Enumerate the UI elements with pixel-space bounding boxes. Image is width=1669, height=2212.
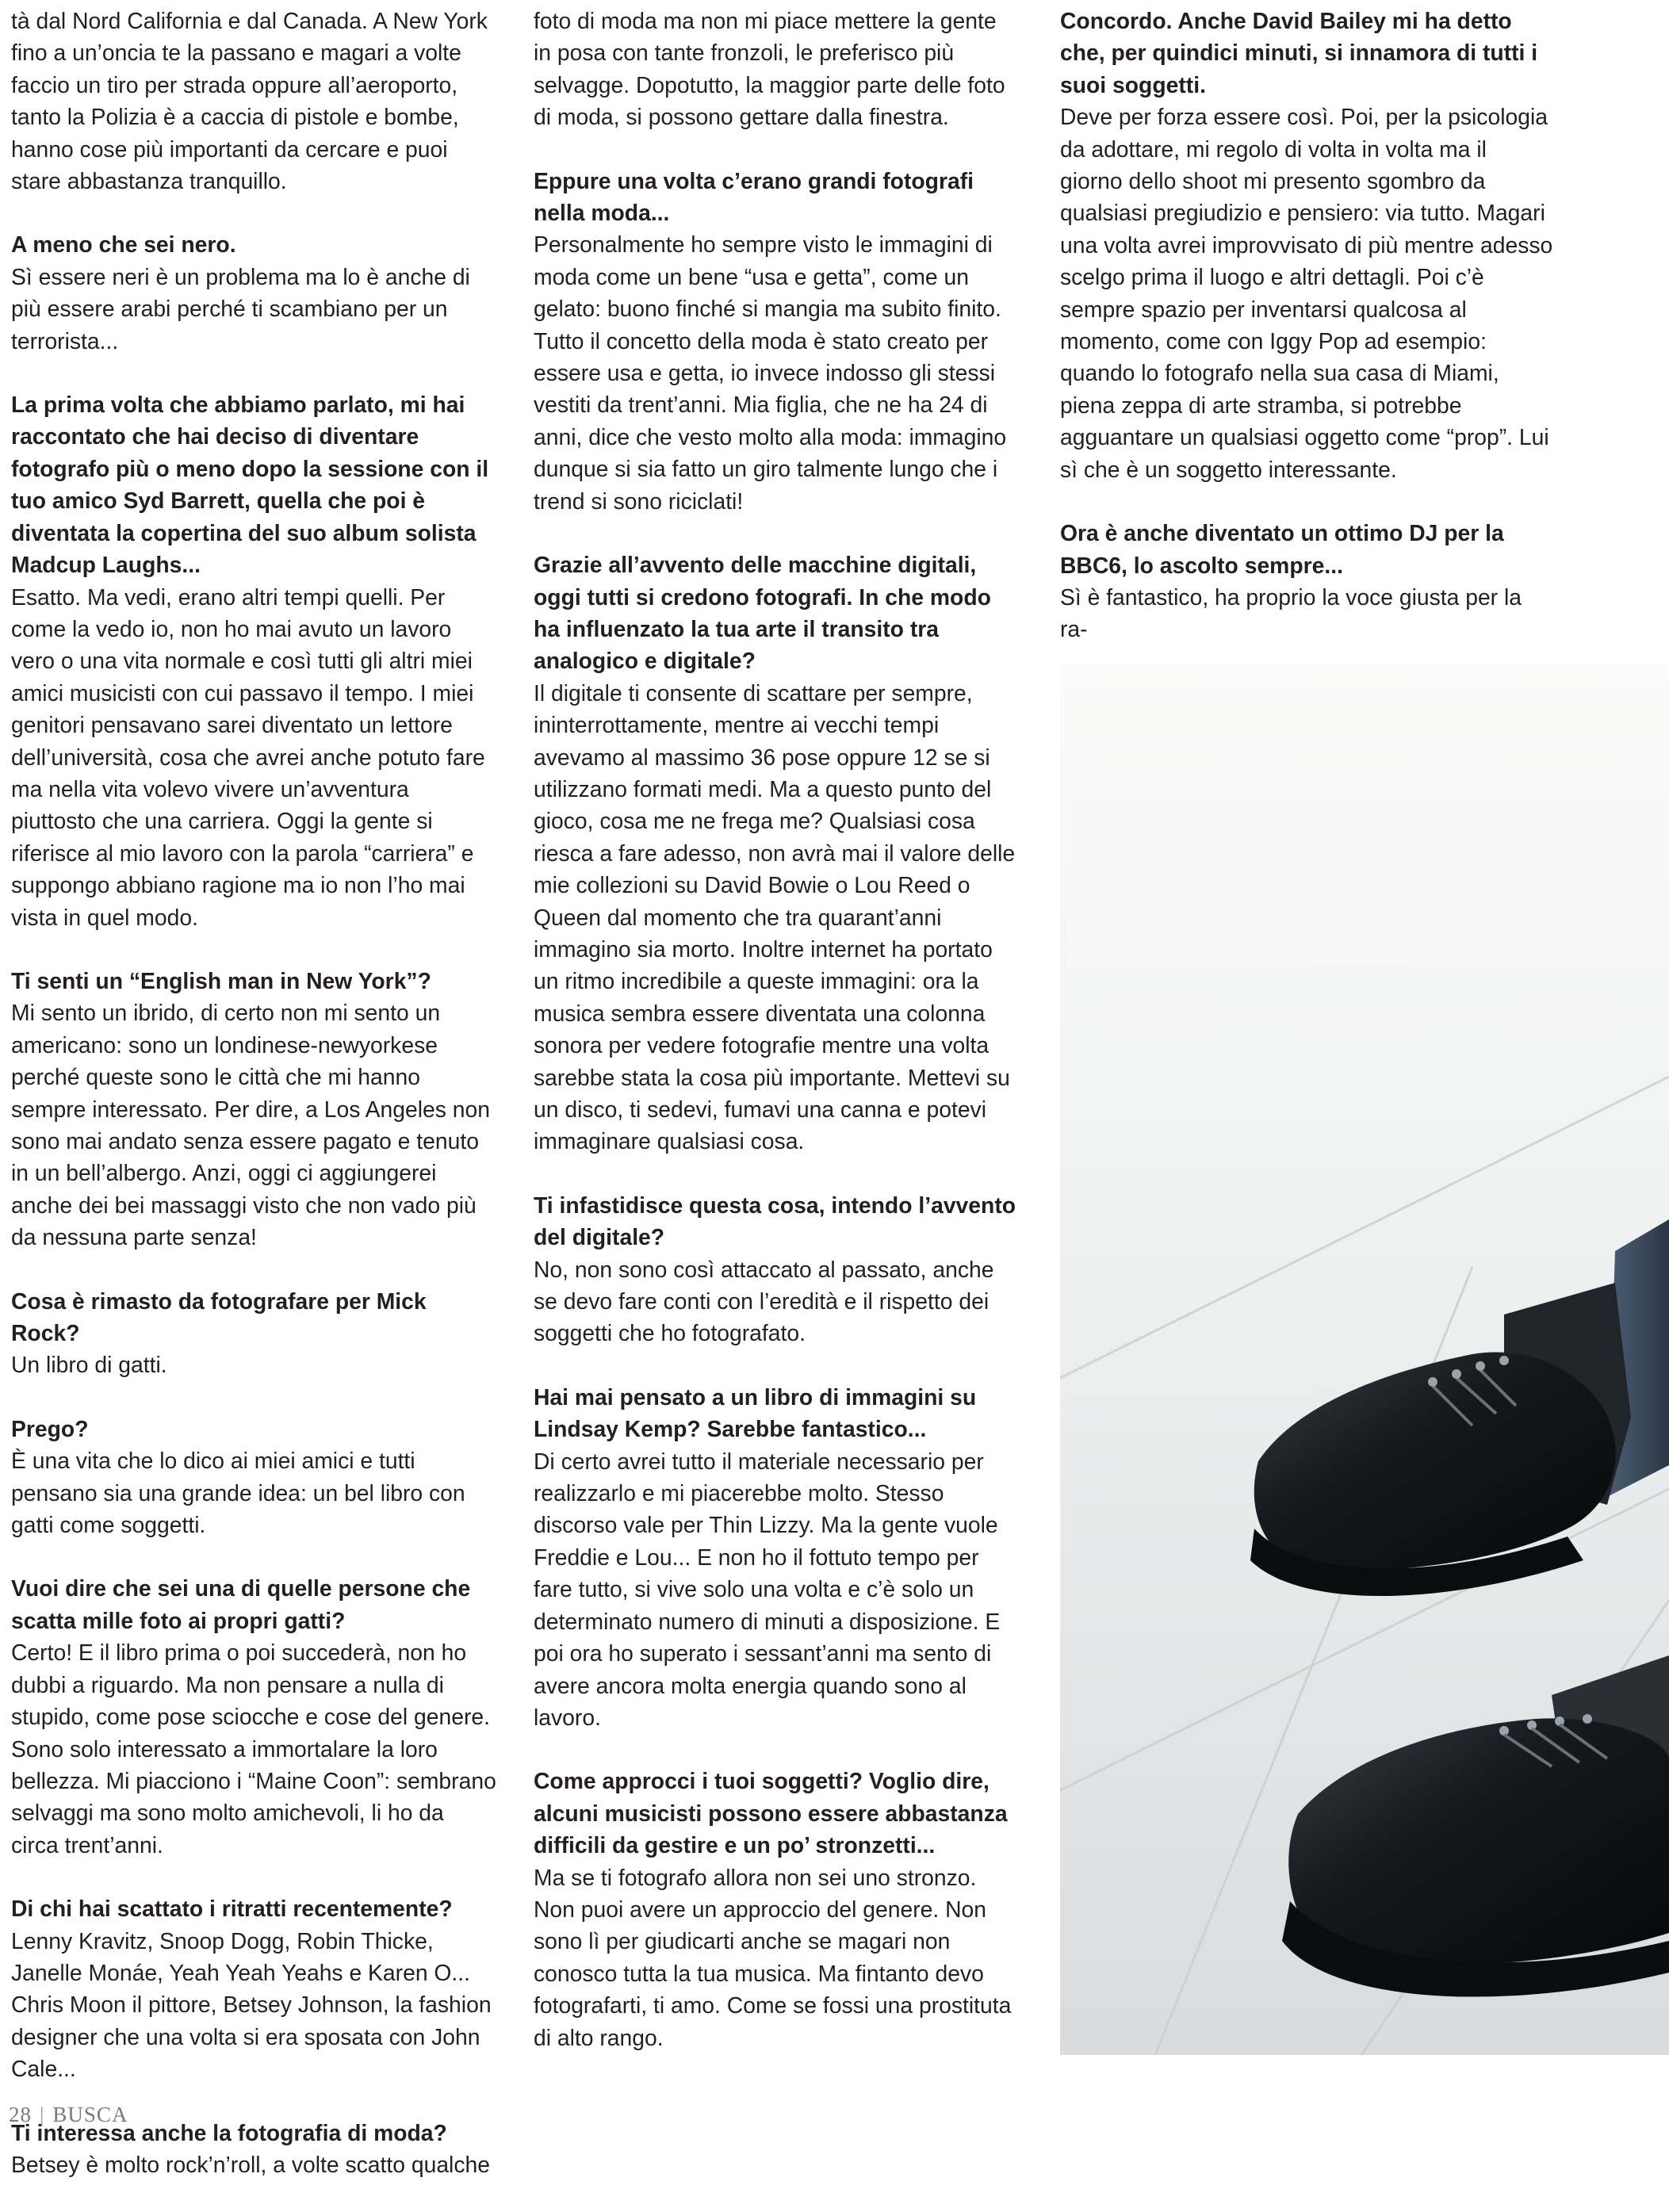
qa-block xyxy=(534,165,1019,517)
footer-separator: | xyxy=(40,2103,45,2126)
qa-block xyxy=(11,1285,496,1381)
qa-block xyxy=(1060,517,1553,645)
question-text: Grazie all’avvento delle macchine digitali, oggi tutti si credono fotografi. In che modo ha influenzato la tua arte il transito tra analogico e digitale? xyxy=(534,552,991,674)
text-column-1 xyxy=(11,5,496,2212)
qa-block xyxy=(11,388,496,933)
answer-text: foto di moda ma non mi piace mettere la gente in posa con tante fronzoli, le preferisco più selvagge. Dopotutto, la maggior parte delle foto di moda, si possono gettare dalla finestra. xyxy=(534,8,1005,130)
answer-text: Sì essere neri è un problema ma lo è anche di più essere arabi perché ti scambiano per un terrorista... xyxy=(11,263,470,354)
answer-text: No, non sono così attaccato al passato, anche se devo fare conti con l’eredità e il rispetto dei soggetti che ho fotografato. xyxy=(534,1256,994,1346)
answer-text: Il digitale ti consente di scattare per sempre, ininterrottamente, mentre ai vecchi tempi avevamo al massimo 36 pose oppure 12 se si utilizzano formati medi. Ma a questo punto del gioco, cosa me ne frega me? Qualsiasi cosa riesca a fare adesso, non avrà mai il valore delle mie collezioni su David Bowie o Lou Reed o Queen dal momento che tra quarant’anni immagino sia morto. Inoltre internet ha portato un ritmo incredibile a queste immagini: ora la musica sembra essere diventata una colonna sonora per vedere fotografie mentre una volta sarebbe stata la cosa più importante. Mettevi su un disco, ti sedevi, fumavi una canna e potevi immaginare qualsiasi cosa. xyxy=(534,679,1016,1154)
qa-block xyxy=(534,549,1019,1158)
question-text: Eppure una volta c’erano grandi fotografi nella moda... xyxy=(534,167,974,226)
qa-block xyxy=(11,965,496,1253)
qa-block xyxy=(11,1572,496,1861)
question-text: Cosa è rimasto da fotografare per Mick Rock? xyxy=(11,1288,427,1346)
answer-text: tà dal Nord California e dal Canada. A New York fino a un’oncia te la passano e magari a volte faccio un tiro per strada oppure all’aeroporto, tanto la Polizia è a caccia di pistole e bombe, hanno cose più importanti da cercare e puoi stare abbastanza tranquillo. xyxy=(11,8,488,194)
qa-block xyxy=(534,1765,1019,2053)
text-column-3 xyxy=(1060,5,1553,677)
question-text: Ti infastidisce questa cosa, intendo l’avvento del digitale? xyxy=(534,1192,1016,1250)
paragraph xyxy=(534,5,1019,133)
answer-text: Esatto. Ma vedi, erano altri tempi quelli. Per come la vedo io, non ho mai avuto un lavoro vero o una vita normale e così tutti gli altri miei amici musicisti con cui passavo il tempo. I miei genitori pensavano sarei diventato un lettore dell’università, cosa che avrei anche potuto fare ma nella vita volevo vivere un’avventura piuttosto che una carriera. Oggi la gente si riferisce al mio lavoro con la parola “carriera” e suppongo abbiano ragione ma io non l’ho mai vista in quel modo. xyxy=(11,584,485,930)
qa-block xyxy=(11,1413,496,1541)
answer-text: Un libro di gatti. xyxy=(11,1352,167,1378)
qa-block xyxy=(534,1189,1019,1349)
answer-text: Personalmente ho sempre visto le immagini di moda come un bene “usa e getta”, come un gelato: buono finché si mangia ma subito finito. Tutto il concetto della moda è stato creato per essere usa e getta, io invece indosso gli stessi vestiti da trent’anni. Mia figlia, che ne ha 24 di anni, dice che vesto molto alla moda: immagino dunque si sia fatto un giro talmente lungo che i trend si sono riciclati! xyxy=(534,232,1007,514)
page-footer xyxy=(9,2103,128,2127)
answer-text: Mi sento un ibrido, di certo non mi sento un americano: sono un londinese-newyorkese perché queste sono le città che mi hanno sempre interessato. Per dire, a Los Angeles non sono mai andato senza essere pagato e tenuto in un bell’albergo. Anzi, oggi ci aggiungerei anche dei bei massaggi visto che non vado più da nessuna parte senza! xyxy=(11,1000,491,1250)
paragraph xyxy=(11,5,496,197)
magazine-name: BUSCA xyxy=(52,2103,128,2126)
answer-text: Ma se ti fotografo allora non sei uno stronzo. Non puoi avere un approccio del genere. Non sono lì per giudicarti anche se magari non conosco tutta la tua musica. Ma fintanto devo fotografarti, ti amo. Come se fossi una prostituta di alto rango. xyxy=(534,1864,1012,2050)
qa-block xyxy=(534,1381,1019,1733)
question-text: Prego? xyxy=(11,1415,89,1441)
answer-text: Deve per forza essere così. Poi, per la psicologia da adottare, mi regolo di volta in volta ma il giorno dello shoot mi presento sgombro da qualsiasi pregiudizio e pensiero: via tutto. Magari una volta avrei improvvisato di più mentre adesso scelgo prima il luogo e altri dettagli. Poi c’è sempre spazio per inventarsi qualcosa al momento, come con Iggy Pop ad esempio: quando lo fotografo nella sua casa di Miami, piena zeppa di arte stramba, si potrebbe agguantare un qualsiasi oggetto come “prop”. Lui sì che è un soggetto interessante. xyxy=(1060,104,1553,482)
question-text: Ti interessa anche la fotografia di moda? xyxy=(11,2119,447,2145)
question-text: A meno che sei nero. xyxy=(11,232,236,258)
boots-photo xyxy=(1060,664,1669,2055)
question-text: Come approcci i tuoi soggetti? Voglio dire, alcuni musicisti possono essere abbastanza difficili da gestire e un po’ stronzetti... xyxy=(534,1768,1008,1858)
question-text: Ti senti un “English man in New York”? xyxy=(11,967,431,993)
qa-block xyxy=(11,1892,496,2084)
question-text: Vuoi dire che sei una di quelle persone che scatta mille foto ai propri gatti? xyxy=(11,1575,471,1633)
answer-text: Lenny Kravitz, Snoop Dogg, Robin Thicke, Janelle Monáe, Yeah Yeah Yeahs e Karen O... Chris Moon il pittore, Betsey Johnson, la fashion designer che una volta si era sposata con John Cale... xyxy=(11,1927,492,2082)
answer-text: Di certo avrei tutto il materiale necessario per realizzarlo e mi piacerebbe molto. Stesso discorso vale per Thin Lizzy. Ma la gente vuole Freddie e Lou... E non ho il fottuto tempo per fare tutto, si vive solo una volta e c’è solo un determinato numero di minuti a disposizione. E poi ora ho superato i sessant’anni ma sento di avere ancora molta energia quando sono al lavoro. xyxy=(534,1448,1001,1730)
question-text: Ora è anche diventato un ottimo DJ per la BBC6, lo ascolto sempre... xyxy=(1060,520,1504,578)
question-text: Hai mai pensato a un libro di immagini su Lindsay Kemp? Sarebbe fantastico... xyxy=(534,1383,977,1442)
question-text: Di chi hai scattato i ritratti recentemente? xyxy=(11,1896,453,1922)
text-column-2 xyxy=(534,5,1019,2085)
answer-text: Certo! E il libro prima o poi succederà, non ho dubbi a riguardo. Ma non pensare a nulla di stupido, come pose sciocche e cose del genere. Sono solo interessato a immortalare la loro bellezza. Mi piacciono i “Maine Coon”: sembrano selvaggi ma sono molto amichevoli, li ho da circa trent’anni. xyxy=(11,1640,496,1858)
qa-block xyxy=(1060,5,1553,485)
answer-text: Betsey è molto rock’n’roll, a volte scatto qualche xyxy=(11,2151,490,2177)
answer-text: È una vita che lo dico ai miei amici e tutti pensano sia una grande idea: un bel libro con gatti come soggetti. xyxy=(11,1448,465,1538)
question-text: Concordo. Anche David Bailey mi ha detto che, per quindici minuti, si innamora di tutti i suoi soggetti. xyxy=(1060,8,1538,98)
question-text: La prima volta che abbiamo parlato, mi hai raccontato che hai deciso di diventare fotografo più o meno dopo la sessione con il tuo amico Syd Barrett, quella che poi è diventata la copertina del suo album solista Madcup Laughs... xyxy=(11,392,489,578)
qa-block xyxy=(11,228,496,357)
answer-text: Sì è fantastico, ha proprio la voce giusta per la ra- xyxy=(1060,584,1522,642)
page-number: 28 xyxy=(9,2103,32,2126)
